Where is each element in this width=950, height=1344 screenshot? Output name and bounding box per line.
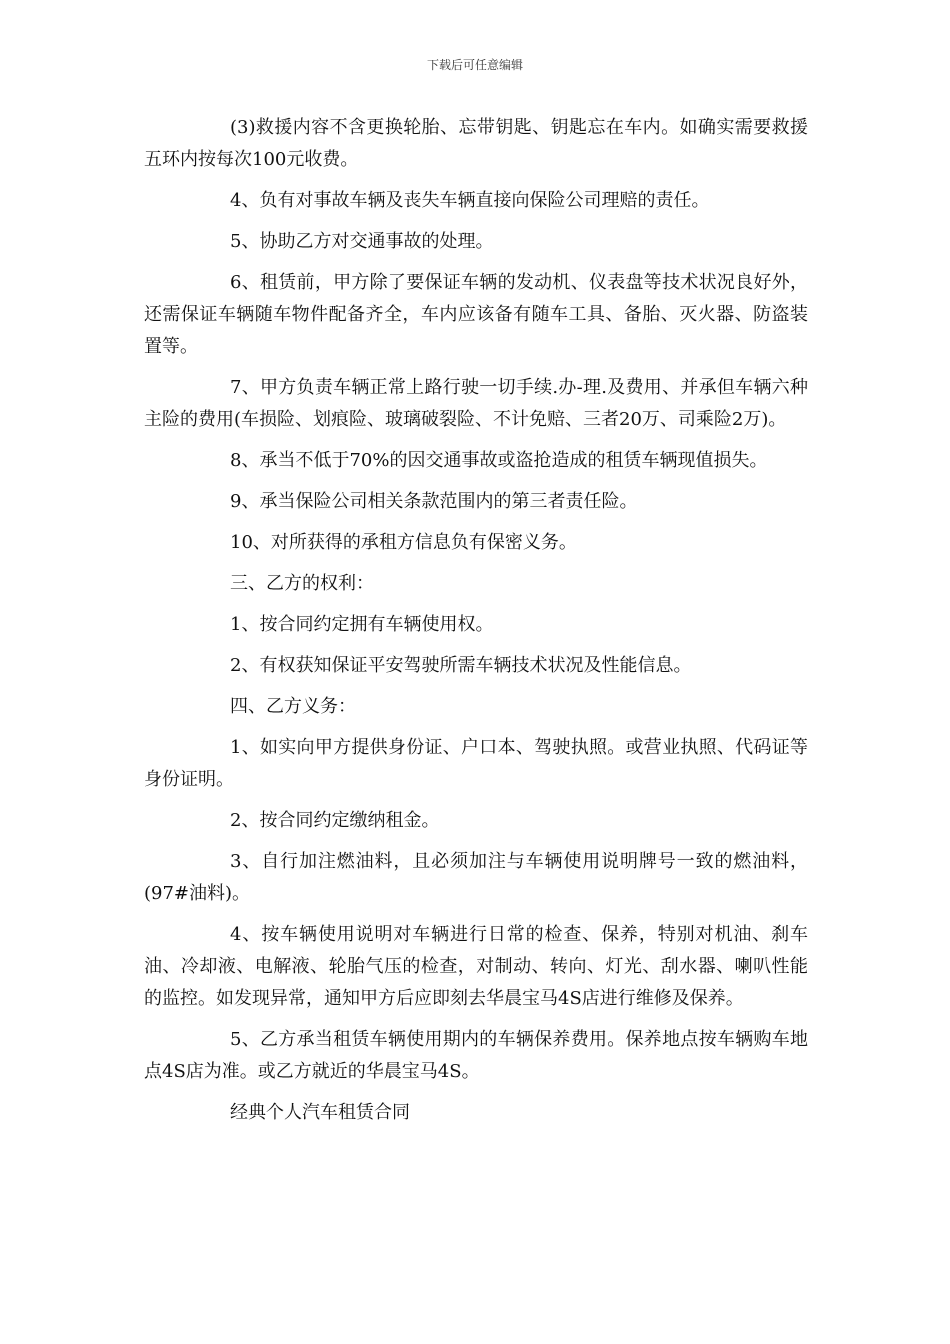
heading-lessee-duties: 四、乙方义务： [230, 696, 356, 717]
paragraph-maintenance-check: 4、按车辆使用说明对车辆进行日常的检查、保养，特别对机油、刹车油、冷却液、电解液、轮胎气压的检查，对制动、转向、灯光、刮水器、喇叭性能的监控。如发现异常，通知甲方后应即刻去华晨宝马4S店进行维修及保养。 [144, 924, 808, 1009]
paragraph-maintenance-cost: 5、乙方承当租赁车辆使用期内的车辆保养费用。保养地点按车辆购车地点4S店为准。或乙方就近的华晨宝马4S。 [144, 1029, 808, 1082]
paragraph-info-right: 2、有权获知保证平安驾驶所需车辆技术状况及性能信息。 [230, 655, 692, 676]
paragraph-use-right: 1、按合同约定拥有车辆使用权。 [230, 614, 494, 635]
paragraph-rent-payment: 2、按合同约定缴纳租金。 [230, 810, 440, 831]
document-section-title: 经典个人汽车租赁合同 [230, 1102, 410, 1123]
paragraph-fuel: 3、自行加注燃油料，且必须加注与车辆使用说明牌号一致的燃油料，(97#油料)。 [144, 851, 808, 904]
paragraph-accident-assist: 5、协助乙方对交通事故的处理。 [230, 231, 494, 252]
paragraph-id-documents: 1、如实向甲方提供身份证、户口本、驾驶执照。或营业执照、代码证等身份证明。 [144, 737, 808, 790]
paragraph-rescue-scope: (3)救援内容不含更换轮胎、忘带钥匙、钥匙忘在车内。如确实需要救援五环内按每次100元收费。 [144, 117, 808, 170]
heading-lessee-rights: 三、乙方的权利： [230, 573, 374, 594]
paragraph-claims-duty: 4、负有对事故车辆及丧失车辆直接向保险公司理赔的责任。 [230, 190, 710, 211]
paragraph-third-party: 9、承当保险公司相关条款范围内的第三者责任险。 [230, 491, 638, 512]
document-body [144, 112, 808, 1138]
paragraph-confidentiality: 10、对所获得的承租方信息负有保密义务。 [230, 532, 577, 553]
header-note: 下载后可任意编辑 [426, 58, 523, 72]
paragraph-loss-share: 8、承当不低于70%的因交通事故或盗抢造成的租赁车辆现值损失。 [230, 450, 768, 471]
paragraph-pre-lease-check: 6、租赁前，甲方除了要保证车辆的发动机、仪表盘等技术状况良好外，还需保证车辆随车物件配备齐全，车内应该备有随车工具、备胎、灭火器、防盗装置等。 [144, 272, 808, 357]
paragraph-procedures-insurance: 7、甲方负责车辆正常上路行驶一切手续.办-理.及费用、并承但车辆六种主险的费用(车损险、划痕险、玻璃破裂险、不计免赔、三者20万、司乘险2万)。 [144, 377, 808, 430]
